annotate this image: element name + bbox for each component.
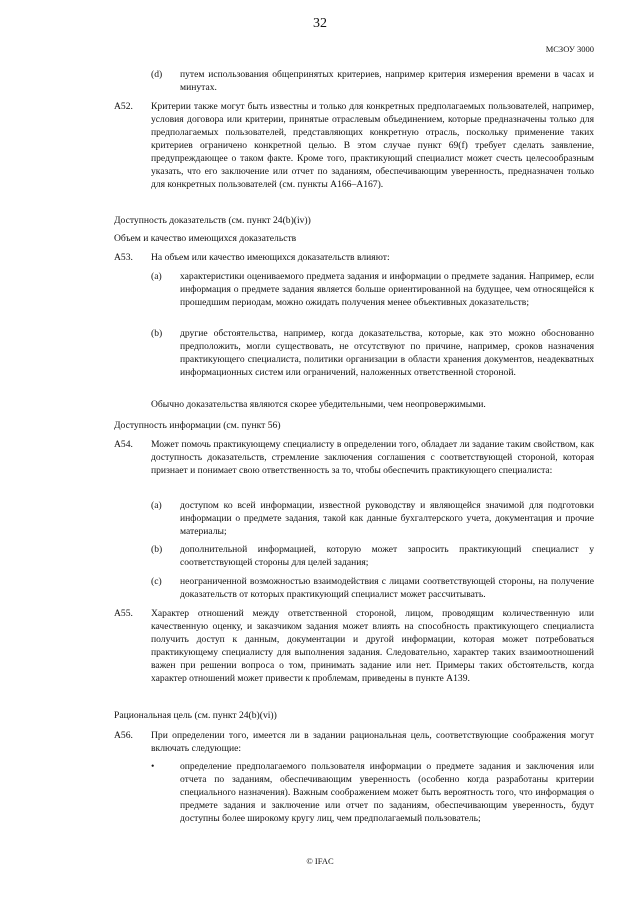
item-d-label: (d) — [151, 69, 163, 80]
para-a53-a-label: (a) — [151, 271, 162, 282]
para-a56-bullet-text: определение предполагаемого пользователя информации о предмете задания и заключения или отчета по заданиям, обеспечивающим уверенность (особенно когда разработаны критерии специального назначения). Важным соображением может быть вероятность того, что информация о предмете задания и заключение или отчет по заданиям, обеспечивающим уверенность, будут доступны более широкому кругу лиц, чем предполагаемый пользователь; — [180, 761, 594, 824]
heading-evidence-availability: Доступность доказательств (см. пункт 24(b)(iv)) — [114, 215, 311, 226]
heading-rational-purpose: Рациональная цель (см. пункт 24(b)(vi)) — [114, 710, 277, 721]
para-a56-label: A56. — [114, 730, 133, 741]
para-a53-intro: На объем или качество имеющихся доказательств влияют: — [151, 252, 390, 263]
footer-copyright: © IFAC — [306, 856, 334, 866]
para-a54-c-label: (c) — [151, 576, 162, 587]
para-a55-label: A55. — [114, 608, 133, 619]
heading-information-access: Доступность информации (см. пункт 56) — [114, 420, 281, 431]
bullet-icon: • — [151, 761, 155, 772]
para-a54-a-label: (a) — [151, 500, 162, 511]
para-a54-label: A54. — [114, 439, 133, 450]
para-a53-label: A53. — [114, 252, 133, 263]
para-a54-b-label: (b) — [151, 544, 163, 555]
heading-evidence-quantity: Объем и качество имеющихся доказательств — [114, 233, 297, 244]
item-d-text: путем использования общепринятых критериев, например критерия измерения времени в часах и минутах. — [180, 69, 594, 93]
para-a52-label: A52. — [114, 101, 133, 112]
page-number: 32 — [313, 16, 327, 31]
para-a54-c-text: неограниченной возможностью взаимодействия с лицами соответствующей стороны, на получение доказательств от которых практикующий специалист может рассчитывать. — [180, 576, 594, 600]
para-a53-a-text: характеристики оцениваемого предмета задания и информации о предмете задания. Например, если информация о предмете задания является больше ориентированной на будущее, чем относящейся к прошедшим периодам, можно ожидать получения менее объективных доказательств; — [180, 271, 594, 308]
para-a53-closing: Обычно доказательства являются скорее убедительными, чем неопровержимыми. — [151, 399, 486, 410]
para-a53-b-label: (b) — [151, 328, 163, 339]
para-a54-a-text: доступом ко всей информации, известной руководству и являющейся значимой для подготовки информации о предмете задания, такой как данные бухгалтерского учета, документация и прочие материалы; — [180, 500, 594, 537]
para-a54-text: Может помочь практикующему специалисту в определении того, обладает ли задание таким свойством, как доступность доказательств, стремление заключения соглашения с соответствующей стороной, которая признает и понимает свою ответственность за то, чтобы обеспечить практикующего специалиста: — [151, 439, 594, 476]
document-reference: МСЗОУ 3000 — [545, 44, 594, 54]
para-a55-text: Характер отношений между ответственной стороной, лицом, проводящим количественную или качественную оценку, и заказчиком задания может влиять на способность практикующего специалиста получить доступ к данным, документации и другой информации, которая может потребоваться практикующему специалисту для выполнения задания. Следовательно, характер таких взаимоотношений важен при решении вопроса о том, принимать задание или нет. Примеры таких обстоятельств, когда характер отношений может привести к проблемам, приведены в пункте A139. — [151, 608, 594, 684]
para-a56-text: При определении того, имеется ли в задании рациональная цель, соответствующие соображения могут включать следующие: — [151, 730, 594, 754]
para-a53-b-text: другие обстоятельства, например, когда доказательства, которые, как это можно обоснованно предположить, могли существовать, не отсутствуют по причине, например, сроков назначения практикующего специалиста, политики организации в области хранения документов, неадекватных информационных систем или ограничений, наложенных ответственной стороной. — [180, 328, 594, 378]
para-a54-b-text: дополнительной информацией, которую может запросить практикующий специалист у соответствующей стороны для целей задания; — [180, 544, 594, 568]
para-a52-text: Критерии также могут быть известны и только для конкретных предполагаемых пользователей, например, условия договора или критерии, принятые отраслевым объединением, которые предназначены только для предполагаемых пользователей, представляющих конкретную отрасль, поскольку применение таких критериев ограничено конкретной целью. В этом случае пункт 69(f) требует сделать заявление, предупреждающее о таком факте. Кроме того, практикующий специалист может счесть целесообразным указать, что его заключение или отчет по заданиям, обеспечивающим уверенность, предназначен только для конкретных пользователей (см. пункты A166–A167). — [151, 101, 594, 190]
